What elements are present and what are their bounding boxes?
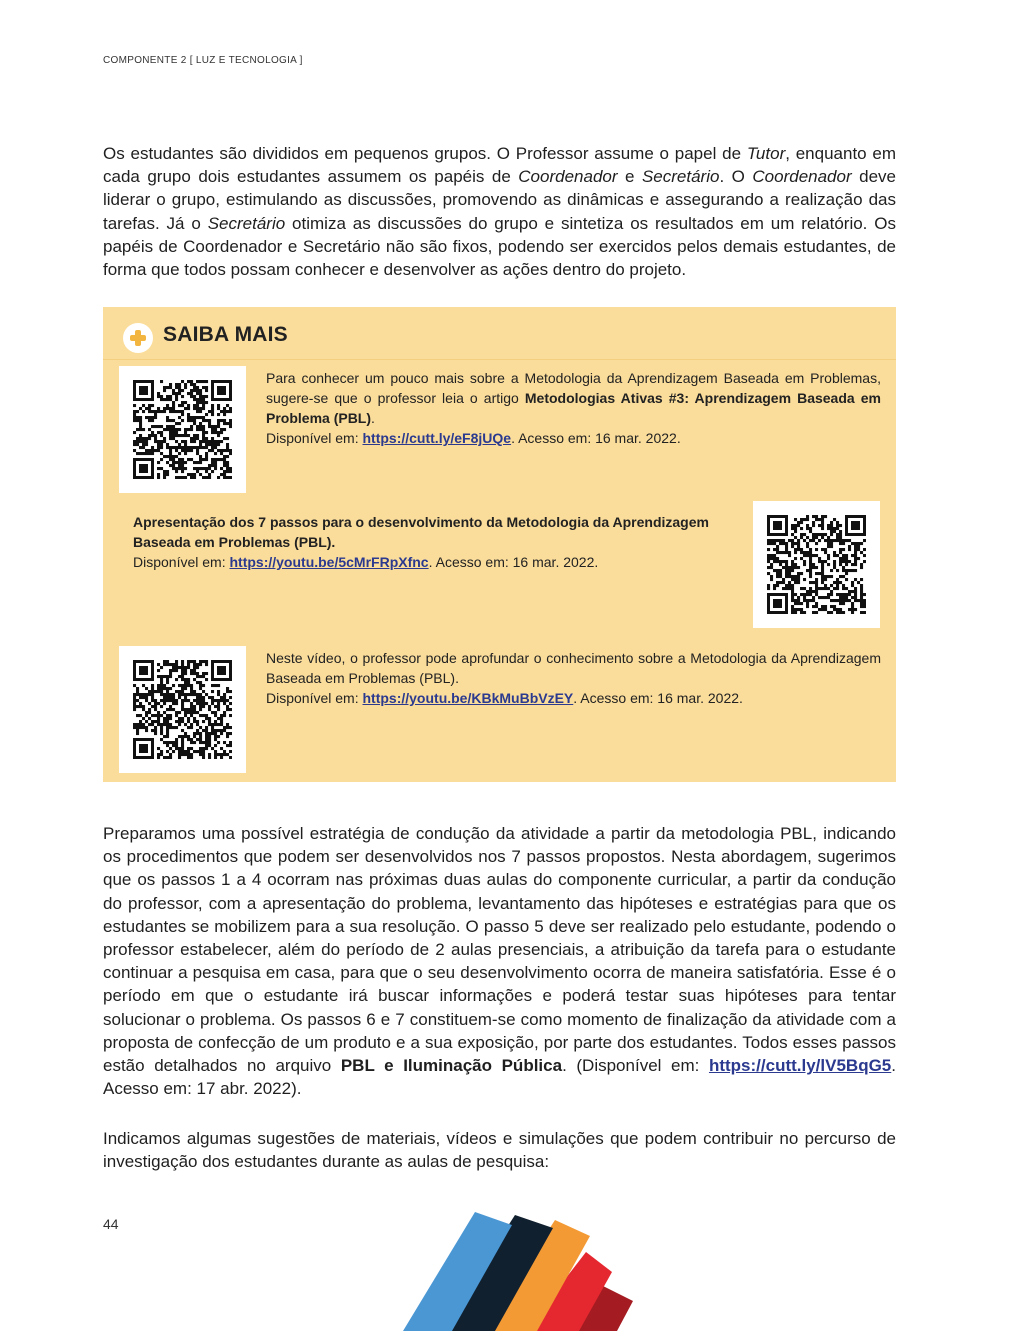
access-date: . Acesso em: 17 abr. 2022). <box>103 1056 896 1099</box>
file-name: PBL e Iluminação Pública <box>340 1056 563 1076</box>
article-title: Metodologias Ativas #3: Aprendizagem Baseada em Problema (PBL) <box>266 390 881 426</box>
term-secretario: Secretário <box>207 213 286 233</box>
stripe-orange <box>483 1220 590 1331</box>
stripe-darkred <box>568 1285 633 1331</box>
text-run: deve liderar o grupo, estimulando as discussões, promovendo as dinâmicas e assegurando a realização das tarefas. Já o <box>103 167 896 233</box>
term-tutor: Tutor <box>746 144 786 163</box>
link-video-2[interactable]: https://youtu.be/KBkMuBbVzEY <box>362 690 574 706</box>
resource-text: Para conhecer um pouco mais sobre a Metodologia da Aprendizagem Baseada em Problemas, sugere-se que o professor leia o artigo <box>266 370 881 406</box>
qr-code-1 <box>119 366 246 493</box>
qr-code-icon <box>133 660 232 759</box>
page-number: 44 <box>103 1216 119 1232</box>
video-title: Apresentação dos 7 passos para o desenvolvimento da Metodologia da Aprendizagem Baseada em Problemas (PBL). <box>133 514 709 550</box>
saiba-mais-title: SAIBA MAIS <box>163 323 288 346</box>
text-run: Os estudantes são divididos em pequenos grupos. O Professor assume o papel de <box>103 144 747 163</box>
access-date: . Acesso em: 16 mar. 2022. <box>511 430 681 446</box>
available-label: Disponível em: <box>266 430 363 446</box>
term-coordenador: Coordenador <box>518 167 618 187</box>
stripe-blue <box>403 1212 512 1331</box>
text-run: . (Disponível em: <box>562 1056 709 1076</box>
resource-item-2 <box>133 512 733 572</box>
resource-text: Neste vídeo, o professor pode aprofundar o conhecimento sobre a Metodologia da Aprendizagem Baseada em Problemas (PBL). <box>266 650 881 686</box>
text-run: otimiza as discussões do grupo e sintetiza os resultados em um relatório. Os papéis de Coordenador e Secretário não são fixos, podendo ser exercidos pelos demais estudantes, de forma que todos possam conhecer e desenvolver as ações dentro do projeto. <box>103 213 896 280</box>
stripe-red <box>525 1252 612 1331</box>
intro-paragraph <box>103 142 896 281</box>
qr-code-2 <box>753 501 880 628</box>
saiba-mais-box <box>103 307 896 782</box>
term-coordenador: Coordenador <box>752 167 852 187</box>
running-header: COMPONENTE 2 [ LUZ E TECNOLOGIA ] <box>103 55 303 66</box>
qr-code-icon <box>767 515 866 614</box>
strategy-paragraph <box>103 822 896 1100</box>
text-run: Preparamos uma possível estratégia de condução da atividade a partir da metodologia PBL, indicando os procedimentos que podem ser desenvolvidos nos 7 passos propostos. Nesta abordagem, sugerimos que os passos 1 a 4 ocorram nas próximas duas aulas do componente curricular, a partir da condução do professor, com a apresentação do problema, levantamento das hipóteses e estratégias para que os estudantes se mobilizem para a sua resolução. O passo 5 deve ser realizado pelo estudante, podendo o professor estabelecer, além do período de 2 aulas presenciais, a atribuição da tarefa para o estudante continuar a pesquisa em casa, para que o seu desenvolvimento ocorra de maneira satisfatória. Esse é o período em que o estudante irá buscar informações e poderá testar suas hipóteses para tentar solucionar o problema. Os passos 6 e 7 constituem-se como momento de finalização da atividade com a proposta de confecção de um produto e a sua exposição, por parte dos estudantes. Todos esses passos estão detalhados no arquivo <box>103 824 896 1076</box>
term-secretario: Secretário <box>641 167 720 187</box>
resource-item-3 <box>266 648 881 708</box>
access-date: . Acesso em: 16 mar. 2022. <box>573 690 743 706</box>
saiba-mais-header <box>103 307 896 360</box>
access-date: . Acesso em: 16 mar. 2022. <box>428 554 599 570</box>
plus-icon <box>123 323 153 353</box>
link-video-1[interactable]: https://youtu.be/5cMrFRpXfnc <box>229 554 429 570</box>
qr-code-icon <box>133 380 232 479</box>
text-run: e <box>617 167 642 187</box>
suggestions-paragraph: Indicamos algumas sugestões de materiais, vídeos e simulações que podem contribuir no percurso de investigação dos estudantes durante as aulas de pesquisa: <box>103 1129 896 1172</box>
qr-code-3 <box>119 646 246 773</box>
available-label: Disponível em: <box>133 554 230 570</box>
text-run: , enquanto em cada grupo dois estudantes assumem os papéis de <box>103 144 896 187</box>
text-run: . <box>371 410 375 426</box>
text-run: . O <box>719 167 753 187</box>
available-label: Disponível em: <box>266 690 363 706</box>
stripe-navy <box>440 1215 553 1331</box>
resource-item-1 <box>266 368 881 448</box>
link-pbl-file[interactable]: https://cutt.ly/lV5BqG5 <box>708 1056 892 1076</box>
link-article[interactable]: https://cutt.ly/eF8jUQe <box>362 430 512 446</box>
